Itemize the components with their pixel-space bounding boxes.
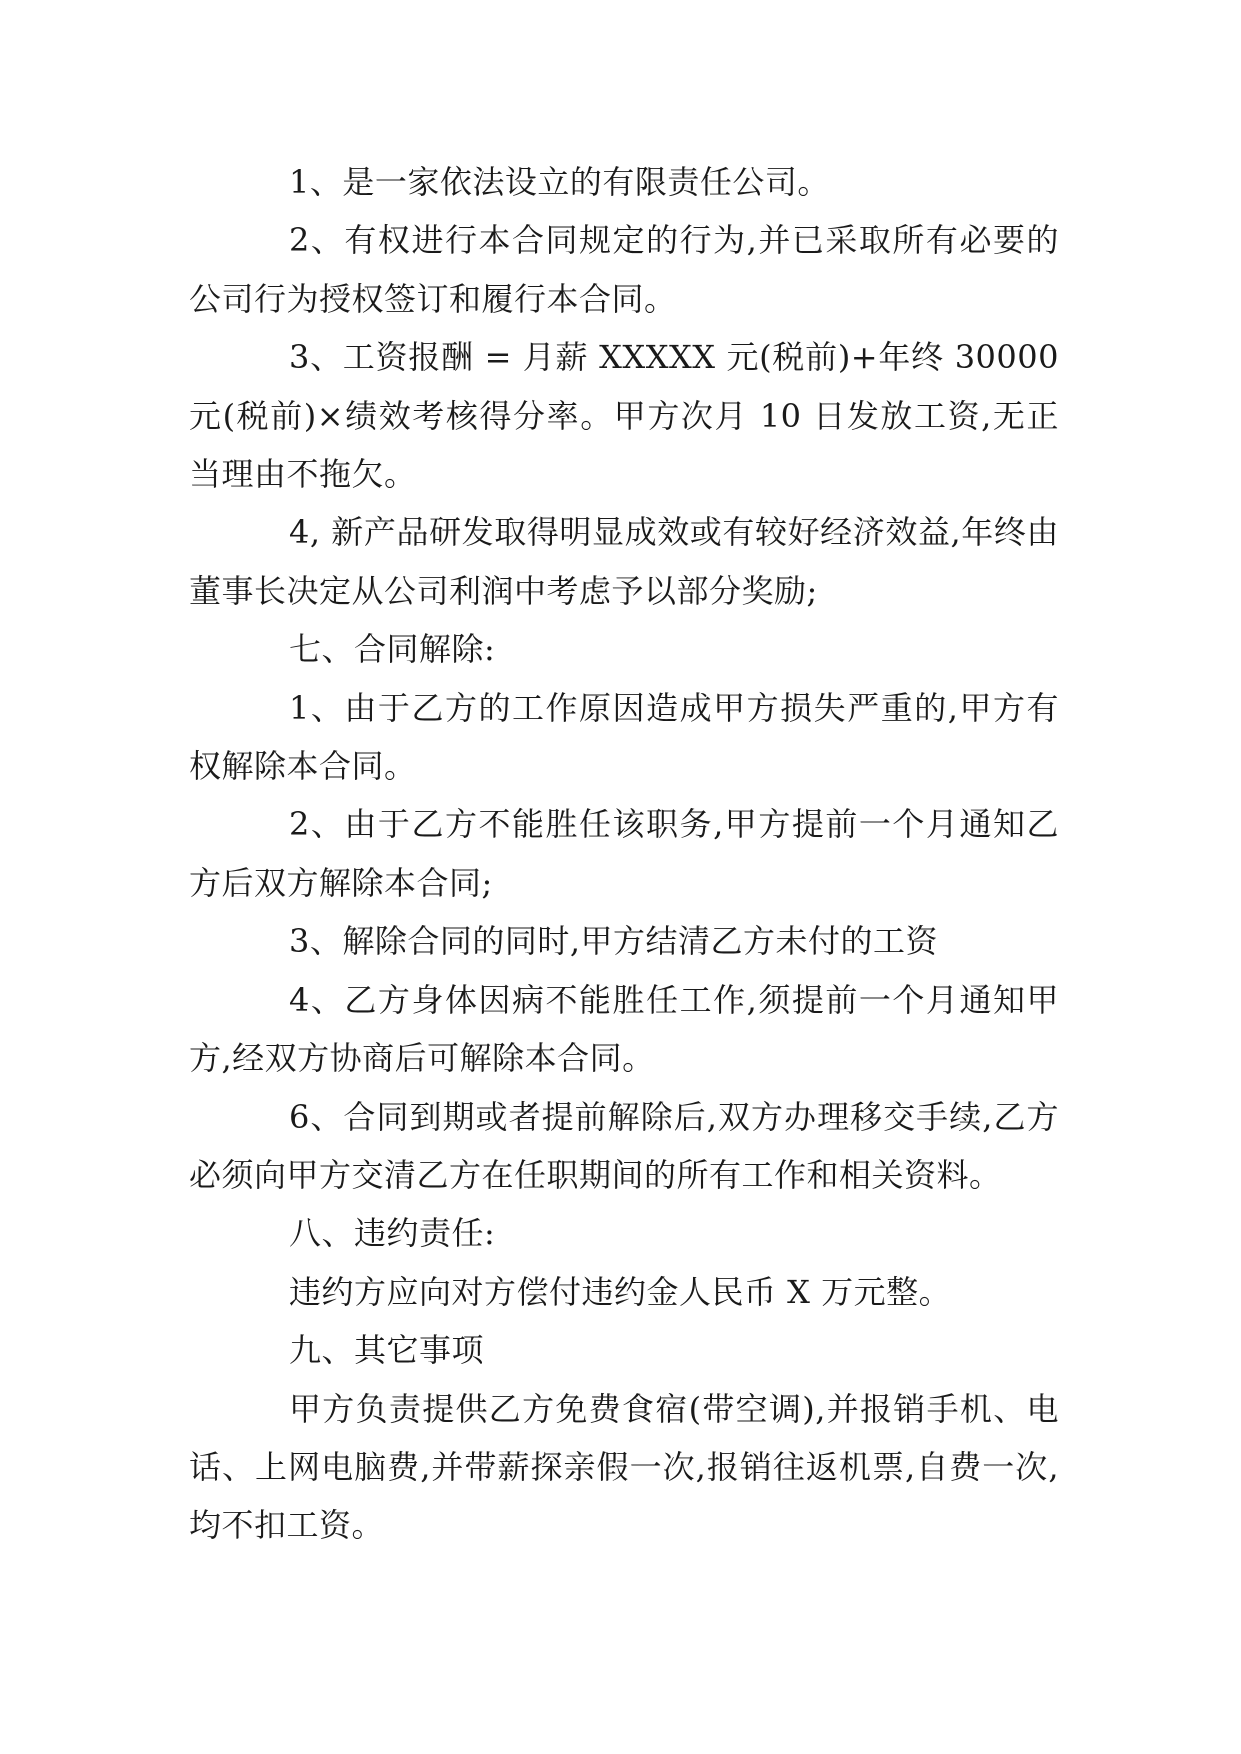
clause-penalty: 违约方应向对方偿付违约金人民币 X 万元整。 <box>289 1272 952 1311</box>
clause-bonus: 4, 新产品研发取得明显成效或有较好经济效益,年终由董事长决定从公司利润中考虑予以部分奖励; <box>189 513 1059 610</box>
clause-termination-2: 2、由于乙方不能胜任该职务,甲方提前一个月通知乙方后双方解除本合同; <box>189 805 1059 902</box>
document-body <box>189 153 1059 1555</box>
clause-benefits: 甲方负责提供乙方免费食宿(带空调),并报销手机、电话、上网电脑费,并带薪探亲假一次,报销往返机票,自费一次,均不扣工资。 <box>189 1389 1059 1545</box>
clause-termination-6: 6、合同到期或者提前解除后,双方办理移交手续,乙方必须向甲方交清乙方在任职期间的所有工作和相关资料。 <box>189 1097 1059 1194</box>
clause-termination-1: 1、由于乙方的工作原因造成甲方损失严重的,甲方有权解除本合同。 <box>189 688 1059 786</box>
clause-termination-4: 4、乙方身体因病不能胜任工作,须提前一个月通知甲方,经双方协商后可解除本合同。 <box>189 980 1059 1078</box>
section-heading-termination: 七、合同解除: <box>289 630 496 669</box>
section-heading-other: 九、其它事项 <box>289 1331 485 1370</box>
clause-termination-3: 3、解除合同的同时,甲方结清乙方未付的工资 <box>289 922 939 961</box>
clause-salary: 3、工资报酬 = 月薪 XXXXX 元(税前)+年终 30000 元(税前)×绩效考核得分率。甲方次月 10 日发放工资,无正当理由不拖欠。 <box>189 338 1059 494</box>
section-heading-liability: 八、违约责任: <box>289 1214 496 1253</box>
clause-authorization: 2、有权进行本合同规定的行为,并已采取所有必要的公司行为授权签订和履行本合同。 <box>189 221 1059 318</box>
clause-company-legal-status: 1、是一家依法设立的有限责任公司。 <box>289 163 830 201</box>
